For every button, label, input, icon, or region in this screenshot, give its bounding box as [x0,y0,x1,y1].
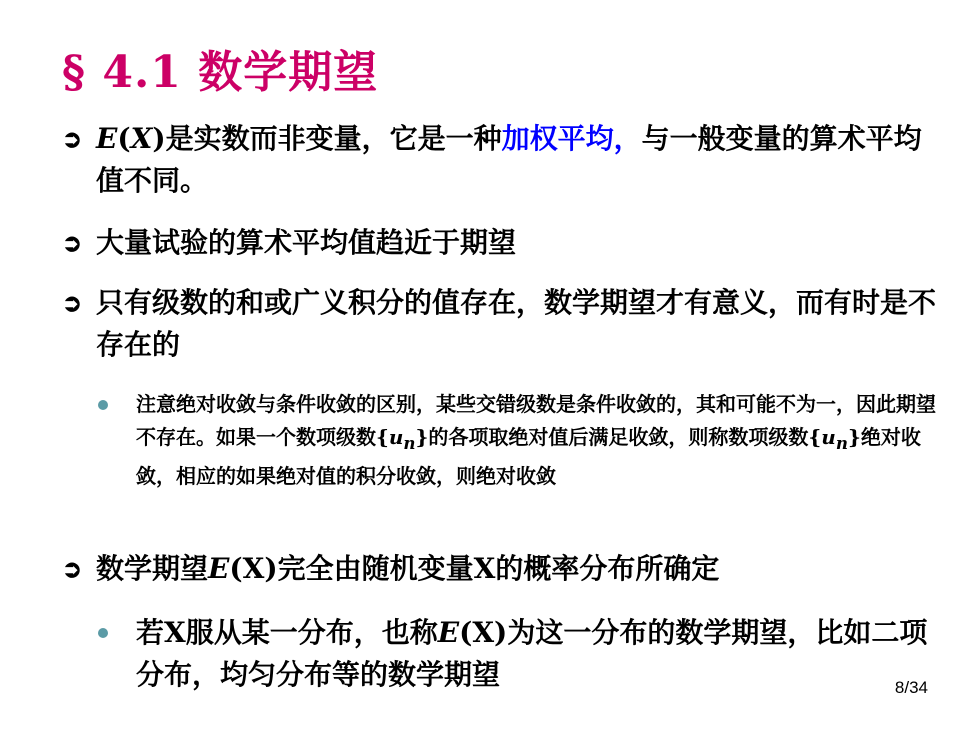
arrow-bullet-icon: ➲ [62,124,83,153]
sub-bullet-absolute-convergence [98,388,940,493]
math-x: X [130,122,153,155]
bullet-item-convergence [62,222,940,264]
text-after: 与一般变量的算术平均值不同。 [96,122,922,197]
sub-bullet-text: 注意绝对收敛与条件收敛的区别，某些交错级数是条件收敛的，其和可能不为一，因此期望不存在。如果一个数项级数$\{u_n\}$的各项取绝对值后满足收敛，则称数项级数$\{u_n\}$绝对收敛，相应的如果绝对值的积分收敛，则绝对收敛 [136,392,936,488]
dot-bullet-icon [98,628,108,638]
bullet-text: 大量试验的算术平均值趋近于期望 [96,226,517,259]
arrow-bullet-icon: ➲ [62,288,83,317]
sub-bullet-text: 若X服从某一分布，也称E(X)为这一分布的数学期望，比如二项分布，均匀分布等的数学期望 [136,616,928,691]
dot-bullet-icon [98,400,108,410]
bullet-item-expectation-definition [62,118,940,202]
page-number: 8/34 [894,678,928,697]
page-title: § 4.1 数学期望 [62,47,379,98]
bullet-text: 只有级数的和或广义积分的值存在，数学期望才有意义，而有时是不存在的 [96,286,937,361]
bullet-text: 数学期望E(X)完全由随机变量X的概率分布所确定 [96,552,720,585]
highlight-text: 加权平均， [501,122,642,155]
math-e: E [96,122,118,155]
math-paren-open: ( [117,122,131,155]
bullet-item-distribution [62,548,940,590]
sub-bullet-examples [98,612,940,696]
math-paren-close: ) [152,122,166,155]
bullet-item-existence [62,282,940,366]
arrow-bullet-icon: ➲ [62,228,83,257]
arrow-bullet-icon: ➲ [62,554,83,583]
bullet-text [96,118,940,202]
text-before: 是实数而非变量，它是一种 [165,122,502,155]
